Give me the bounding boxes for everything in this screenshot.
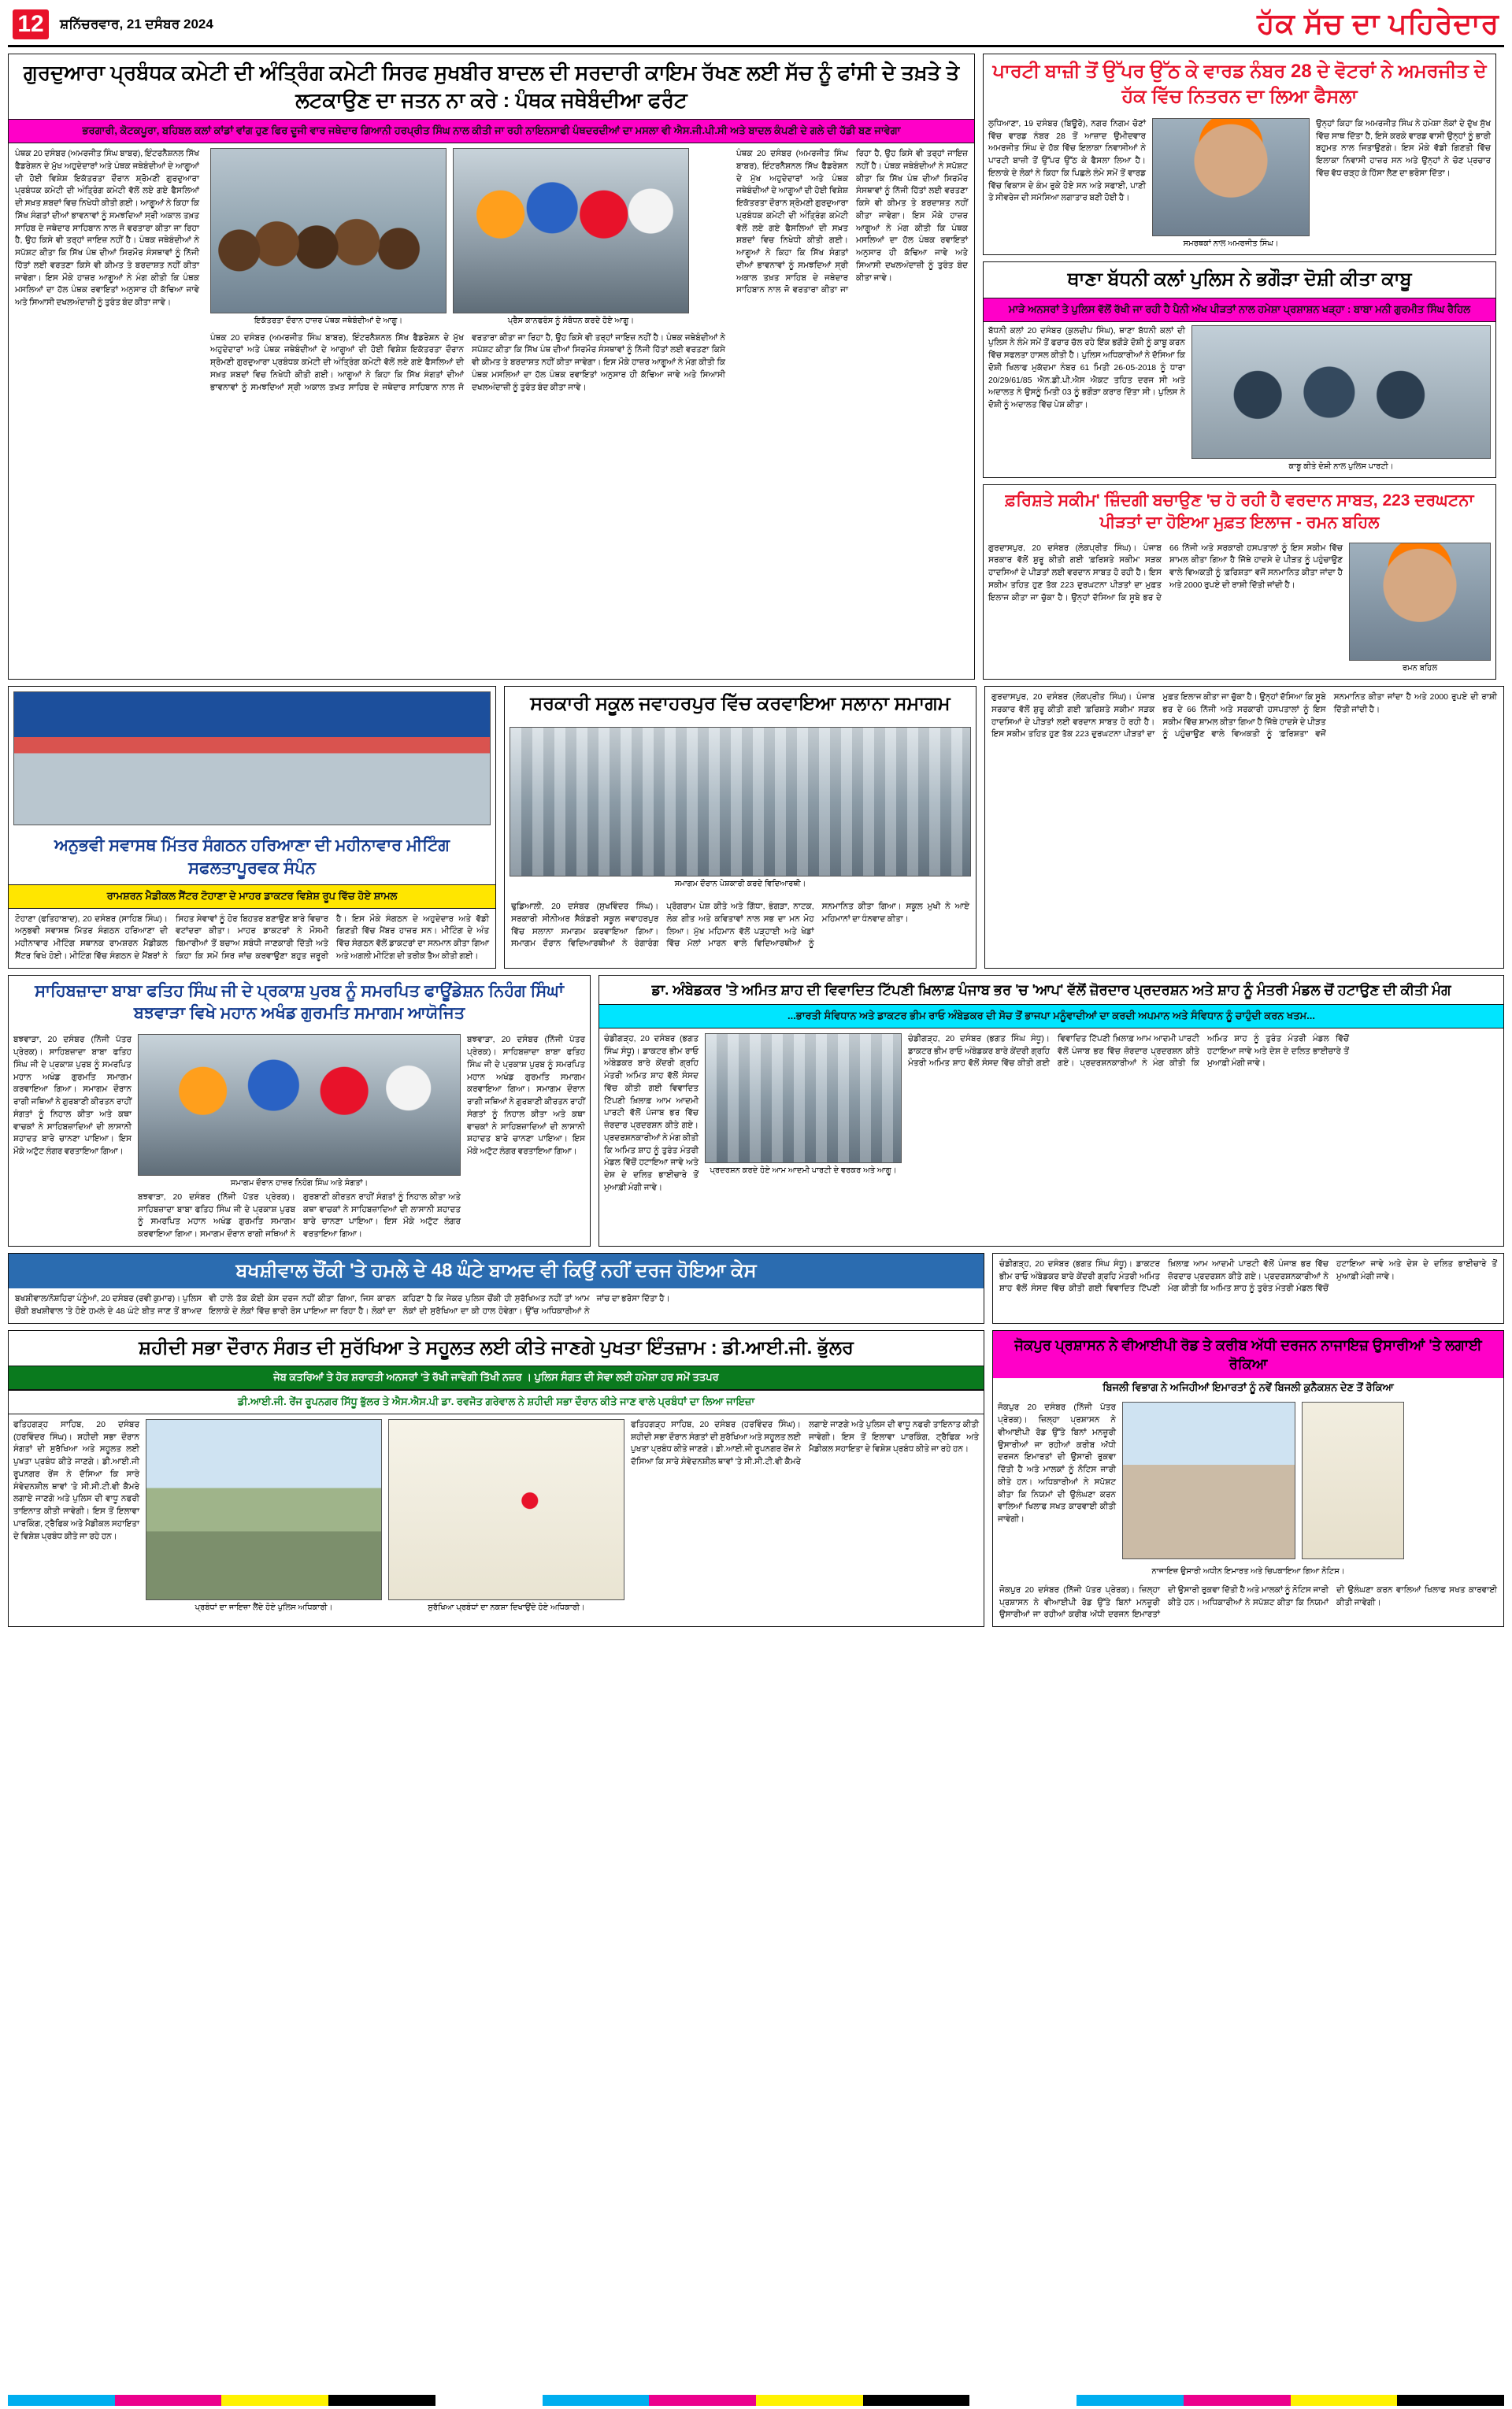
police-arrest-story (983, 261, 1496, 478)
police-body: ਬੱਧਨੀ ਕਲਾਂ 20 ਦਸੰਬਰ (ਕੁਲਦੀਪ ਸਿੰਘ), ਥਾਣਾ ਬੱਧਨੀ ਕਲਾਂ ਦੀ ਪੁਲਿਸ ਨੇ ਲੰਮੇ ਸਮੇਂ ਤੋਂ ਫਰਾਰ ਚੱਲ ਰਹੇ ਇੱਕ ਭਗੌੜੇ ਦੋਸ਼ੀ ਨੂੰ ਕਾਬੂ ਕਰਨ ਵਿੱਚ ਸਫਲਤਾ ਹਾਸਲ ਕੀਤੀ ਹੈ। ਪੁਲਿਸ ਅਧਿਕਾਰੀਆਂ ਨੇ ਦੱਸਿਆ ਕਿ ਦੋਸ਼ੀ ਖਿਲਾਫ ਮੁਕੱਦਮਾ ਨੰਬਰ 61 ਮਿਤੀ 26-05-2018 ਨੂੰ ਧਾਰਾ 20/29/61/85 ਐਨ.ਡੀ.ਪੀ.ਐਸ ਐਕਟ ਤਹਿਤ ਦਰਜ ਸੀ ਅਤੇ ਅਦਾਲਤ ਨੇ ਉਸਨੂੰ ਮਿਤੀ 03 ਨੂੰ ਭਗੌੜਾ ਕਰਾਰ ਦਿੱਤਾ ਸੀ। ਪੁਲਿਸ ਨੇ ਦੋਸ਼ੀ ਨੂੰ ਅਦਾਲਤ ਵਿੱਚ ਪੇਸ਼ ਕੀਤਾ। (988, 325, 1185, 410)
farishtey-headline: ਫ਼ਰਿਸ਼ਤੇ ਸਕੀਮ' ਜ਼ਿੰਦਗੀ ਬਚਾਉਣ 'ਚ ਹੋ ਰਹੀ ਹੈ ਵਰਦਾਨ ਸਾਬਤ, 223 ਦਰਘਟਨਾ ਪੀੜਤਾਂ ਦਾ ਹੋਇਆ ਮੁਫ਼ਤ ਇਲਾਜ - ਰਮਨ ਬਹਿਲ (1005, 491, 1474, 532)
ambedkar-body-overflow: ਚੰਡੀਗੜ੍ਹ, 20 ਦਸੰਬਰ (ਭਗਤ ਸਿੰਘ ਸੰਧੂ)। ਡਾਕਟਰ ਭੀਮ ਰਾਓ ਅੰਬੇਡਕਰ ਬਾਰੇ ਕੇਂਦਰੀ ਗ੍ਰਹਿ ਮੰਤਰੀ ਅਮਿਤ ਸ਼ਾਹ ਵੱਲੋਂ ਸੰਸਦ ਵਿੱਚ ਕੀਤੀ ਗਈ ਵਿਵਾਦਿਤ ਟਿੱਪਣੀ ਖ਼ਿਲਾਫ਼ ਆਮ ਆਦਮੀ ਪਾਰਟੀ ਵੱਲੋਂ ਪੰਜਾਬ ਭਰ ਵਿੱਚ ਜ਼ੋਰਦਾਰ ਪ੍ਰਦਰਸ਼ਨ ਕੀਤੇ ਗਏ। ਪ੍ਰਦਰਸ਼ਨਕਾਰੀਆਂ ਨੇ ਮੰਗ ਕੀਤੀ ਕਿ ਅਮਿਤ ਸ਼ਾਹ ਨੂੰ ਤੁਰੰਤ ਮੰਤਰੀ ਮੰਡਲ ਵਿੱਚੋਂ ਹਟਾਇਆ ਜਾਵੇ ਅਤੇ ਦੇਸ਼ ਦੇ ਦਲਿਤ ਭਾਈਚਾਰੇ ਤੋਂ ਮੁਆਫ਼ੀ ਮੰਗੀ ਜਾਵੇ। (999, 1258, 1497, 1294)
building-band: ਬਿਜਲੀ ਵਿਭਾਗ ਨੇ ਅਜਿਹੀਆਂ ਇਮਾਰਤਾਂ ਨੂੰ ਨਵੇਂ ਬਿਜਲੀ ਕੁਨੈਕਸ਼ਨ ਦੇਣ ਤੋਂ ਰੋਕਿਆ (1102, 1381, 1394, 1394)
aap-protest-photo (705, 1033, 902, 1163)
health-band: ਰਾਮਸ਼ਰਨ ਮੈਡੀਕਲ ਸੈਂਟਰ ਟੋਹਾਣਾ ਦੇ ਮਾਹਰ ਡਾਕਟਰ ਵਿਸ਼ੇਸ਼ ਰੂਪ ਵਿੱਚ ਹੋਏ ਸ਼ਾਮਲ (9, 884, 495, 909)
shaheedi-headline: ਸ਼ਹੀਦੀ ਸਭਾ ਦੌਰਾਨ ਸੰਗਤ ਦੀ ਸੁਰੱਖਿਆ ਤੇ ਸਹੂਲਤ ਲਈ ਕੀਤੇ ਜਾਣਗੇ ਪੁਖਤਾ ਇੰਤਜ਼ਾਮ : ਡੀ.ਆਈ.ਜੀ. ਭੁੱਲਰ (139, 1336, 854, 1358)
shaheedi-review-photo (146, 1419, 382, 1600)
lead-subhead-band: ਭਰਗਾਰੀ, ਕੋਟਕਪੂਰਾ, ਬਹਿਬਲ ਕਲਾਂ ਕਾਂਡਾਂ ਵਾਂਗ ਹੁਣ ਫਿਰ ਦੂਜੀ ਵਾਰ ਜਥੇਦਾਰ ਗਿਆਨੀ ਹਰਪ੍ਰੀਤ ਸਿੰਘ ਨਾਲ ਕੀਤੀ ਜਾ ਰਹੀ ਨਾਇਨਸਾਫੀ ਪੰਥਦਰਦੀਆਂ ਦਾ ਮਸਲਾ ਵੀ ਐਸ.ਜੀ.ਪੀ.ਸੀ ਅਤੇ ਬਾਦਲ ਕੰਪਣੀ ਦੇ ਗਲੇ ਦੀ ਹੱਡੀ ਬਣ ਜਾਵੇਗਾ (9, 119, 974, 143)
ambedkar-story (598, 975, 1504, 1247)
page-number: 12 (13, 9, 49, 39)
lead-headline: ਗੁਰਦੁਆਰਾ ਪ੍ਰਬੰਧਕ ਕਮੇਟੀ ਦੀ ਅੰਤ੍ਰਿੰਗ ਕਮੇਟੀ ਸਿਰਫ ਸੁਖਬੀਰ ਬਾਦਲ ਦੀ ਸਰਦਾਰੀ ਕਾਇਮ ਰੱਖਣ ਲਈ ਸੱਚ ਨੂੰ ਫਾਂਸੀ ਦੇ ਤਖ਼ਤੇ ਤੇ ਲਟਕਾਉਣ ਦਾ ਜਤਨ ਨਾ ਕਰੇ : ਪੰਥਕ ਜਥੇਬੰਦੀਆ ਫਰੰਟ (23, 61, 960, 113)
health-meeting-photo (13, 691, 491, 825)
shaheedi-band-white: ਡੀ.ਆਈ.ਜੀ. ਰੇਂਜ ਰੂਪਨਗਰ ਸਿੱਧੂ ਭੁੱਲਰ ਤੇ ਐਸ.ਐਸ.ਪੀ ਡਾ. ਰਵਜੋਤ ਗਰੇਵਾਲ ਨੇ ਸ਼ਹੀਦੀ ਸਭਾ ਦੌਰਾਨ ਕੀਤੇ ਜਾਣ ਵਾਲੇ ਪ੍ਰਬੰਧਾਂ ਦਾ ਲਿਆ ਜਾਇਜ਼ਾ (9, 1390, 984, 1414)
school-photo-caption: ਸਮਾਗਮ ਦੌਰਾਨ ਪੇਸ਼ਕਾਰੀ ਕਰਦੇ ਵਿਦਿਆਰਥੀ। (674, 879, 806, 888)
color-registration-bar (8, 2395, 1504, 2406)
panthic-leaders-photo (210, 148, 447, 313)
shaheedi-caption-right: ਸੁਰੱਖਿਆ ਪ੍ਰਬੰਧਾਂ ਦਾ ਨਕਸ਼ਾ ਦਿਖਾਉਂਦੇ ਹੋਏ ਅਧਿਕਾਰੀ। (428, 1603, 585, 1612)
amarjit-singh-photo (1152, 118, 1310, 236)
top-right-column (983, 54, 1496, 680)
shaheedi-caption-left: ਪ੍ਰਬੰਧਾਂ ਦਾ ਜਾਇਜ਼ਾ ਲੈਂਦੇ ਹੋਏ ਪੁਲਿਸ ਅਧਿਕਾਰੀ। (195, 1603, 333, 1612)
masthead (8, 6, 1504, 47)
notice-photo (1302, 1402, 1404, 1559)
farishtey-photo-caption: ਰਮਨ ਬਹਿਲ (1402, 663, 1438, 673)
ambedkar-photo-caption: ਪ੍ਰਦਰਸ਼ਨ ਕਰਦੇ ਹੋਏ ਆਮ ਆਦਮੀ ਪਾਰਟੀ ਦੇ ਵਰਕਰ ਅਤੇ ਆਗੂ। (710, 1166, 897, 1175)
lead-body-col2: ਪੰਥਕ 20 ਦਸੰਬਰ (ਅਮਰਜੀਤ ਸਿੰਘ ਬਾਬਰ), ਇੰਟਰਨੈਸ਼ਨਲ ਸਿੱਖ ਫੈਡਰੇਸ਼ਨ ਦੇ ਮੁੱਖ ਅਹੁਦੇਦਾਰਾਂ ਅਤੇ ਪੰਥਕ ਜਥੇਬੰਦੀਆਂ ਦੇ ਆਗੂਆਂ ਦੀ ਹੋਈ ਵਿਸ਼ੇਸ਼ ਇਕੱਤਰਤਾ ਦੌਰਾਨ ਸ਼੍ਰੋਮਣੀ ਗੁਰਦੁਆਰਾ ਪ੍ਰਬੰਧਕ ਕਮੇਟੀ ਦੀ ਅੰਤ੍ਰਿੰਗ ਕਮੇਟੀ ਵੱਲੋਂ ਲਏ ਗਏ ਫੈਸਲਿਆਂ ਦੀ ਸਖ਼ਤ ਸ਼ਬਦਾਂ ਵਿਚ ਨਿਖੇਧੀ ਕੀਤੀ ਗਈ। ਆਗੂਆਂ ਨੇ ਕਿਹਾ ਕਿ ਸਿੱਖ ਸੰਗਤਾਂ ਦੀਆਂ ਭਾਵਨਾਵਾਂ ਨੂੰ ਸਮਝਦਿਆਂ ਸ੍ਰੀ ਅਕਾਲ ਤਖ਼ਤ ਸਾਹਿਬ ਦੇ ਜਥੇਦਾਰ ਸਾਹਿਬਾਨ ਨਾਲ ਜੋ ਵਰਤਾਰਾ ਕੀਤਾ ਜਾ ਰਿਹਾ ਹੈ, ਉਹ ਕਿਸੇ ਵੀ ਤਰ੍ਹਾਂ ਜਾਇਜ਼ ਨਹੀਂ ਹੈ। ਪੰਥਕ ਜਥੇਬੰਦੀਆਂ ਨੇ ਸਪੱਸ਼ਟ ਕੀਤਾ ਕਿ ਸਿੱਖ ਪੰਥ ਦੀਆਂ ਸਿਰਮੌਰ ਸੰਸਥਾਵਾਂ ਨੂੰ ਨਿੱਜੀ ਹਿੱਤਾਂ ਲਈ ਵਰਤਣਾ ਕਿਸੇ ਵੀ ਕੀਮਤ ਤੇ ਬਰਦਾਸ਼ਤ ਨਹੀਂ ਕੀਤਾ ਜਾਵੇਗਾ। ਇਸ ਮੌਕੇ ਹਾਜ਼ਰ ਆਗੂਆਂ ਨੇ ਮੰਗ ਕੀਤੀ ਕਿ ਪੰਥਕ ਮਸਲਿਆਂ ਦਾ ਹੱਲ ਪੰਥਕ ਰਵਾਇਤਾਂ ਅਨੁਸਾਰ ਹੀ ਕੱਢਿਆ ਜਾਵੇ ਅਤੇ ਸਿਆਸੀ ਦਖਲਅੰਦਾਜ਼ੀ ਨੂੰ ਤੁਰੰਤ ਬੰਦ ਕੀਤਾ ਜਾਵੇ। (210, 332, 725, 392)
farishtey-body-cont: ਗੁਰਦਾਸਪੁਰ, 20 ਦਸੰਬਰ (ਲੋਕਪ੍ਰੀਤ ਸਿੰਘ)। ਪੰਜਾਬ ਸਰਕਾਰ ਵੱਲੋਂ ਸ਼ੁਰੂ ਕੀਤੀ ਗਈ 'ਫ਼ਰਿਸ਼ਤੇ ਸਕੀਮ' ਸੜਕ ਹਾਦਸਿਆਂ ਦੇ ਪੀੜਤਾਂ ਲਈ ਵਰਦਾਨ ਸਾਬਤ ਹੋ ਰਹੀ ਹੈ। ਇਸ ਸਕੀਮ ਤਹਿਤ ਹੁਣ ਤੱਕ 223 ਦੁਰਘਟਨਾ ਪੀੜਤਾਂ ਦਾ ਮੁਫ਼ਤ ਇਲਾਜ ਕੀਤਾ ਜਾ ਚੁੱਕਾ ਹੈ। ਉਨ੍ਹਾਂ ਦੱਸਿਆ ਕਿ ਸੂਬੇ ਭਰ ਦੇ 66 ਨਿੱਜੀ ਅਤੇ ਸਰਕਾਰੀ ਹਸਪਤਾਲਾਂ ਨੂੰ ਇਸ ਸਕੀਮ ਵਿੱਚ ਸ਼ਾਮਲ ਕੀਤਾ ਗਿਆ ਹੈ ਜਿੱਥੇ ਹਾਦਸੇ ਦੇ ਪੀੜਤ ਨੂੰ ਪਹੁੰਚਾਉਣ ਵਾਲੇ ਵਿਅਕਤੀ ਨੂੰ 'ਫ਼ਰਿਸ਼ਤਾ' ਵਜੋਂ ਸਨਮਾਨਿਤ ਕੀਤਾ ਜਾਂਦਾ ਹੈ ਅਤੇ 2000 ਰੁਪਏ ਦੀ ਰਾਸ਼ੀ ਦਿੱਤੀ ਜਾਂਦੀ ਹੈ। (991, 692, 1497, 739)
ambedkar-overflow (992, 1253, 1504, 1324)
bakhshiwal-section (8, 1253, 1504, 1324)
lead-photo-caption-2: ਪ੍ਰੈਸ ਕਾਨਫਰੰਸ ਨੂੰ ਸੰਬੋਧਨ ਕਰਦੇ ਹੋਏ ਆਗੂ। (507, 317, 635, 326)
gurmat-body-mid: ਬਝਵਾੜਾ, 20 ਦਸੰਬਰ (ਨਿੱਜੀ ਪੱਤਰ ਪ੍ਰੇਰਕ)। ਸਾਹਿਬਜ਼ਾਦਾ ਬਾਬਾ ਫਤਿਹ ਸਿੰਘ ਜੀ ਦੇ ਪ੍ਰਕਾਸ਼ ਪੁਰਬ ਨੂੰ ਸਮਰਪਿਤ ਮਹਾਨ ਅਖੰਡ ਗੁਰਮਤਿ ਸਮਾਗਮ ਕਰਵਾਇਆ ਗਿਆ। ਸਮਾਗਮ ਦੌਰਾਨ ਰਾਗੀ ਜਥਿਆਂ ਨੇ ਗੁਰਬਾਣੀ ਕੀਰਤਨ ਰਾਹੀਂ ਸੰਗਤਾਂ ਨੂੰ ਨਿਹਾਲ ਕੀਤਾ ਅਤੇ ਕਥਾ ਵਾਚਕਾਂ ਨੇ ਸਾਹਿਬਜ਼ਾਦਿਆਂ ਦੀ ਲਾਸਾਨੀ ਸ਼ਹਾਦਤ ਬਾਰੇ ਚਾਨਣਾ ਪਾਇਆ। ਇਸ ਮੌਕੇ ਅਟੁੱਟ ਲੰਗਰ ਵਰਤਾਇਆ ਗਿਆ। (138, 1192, 461, 1240)
school-function-photo (510, 727, 971, 877)
ambedkar-band: ...ਭਾਰਤੀ ਸੰਵਿਧਾਨ ਅਤੇ ਡਾਕਟਰ ਭੀਮ ਰਾਓ ਅੰਬੇਡਕਰ ਦੀ ਸੋਚ ਤੋਂ ਭਾਜਪਾ ਮਨੂੰਵਾਦੀਆਂ ਦਾ ਕਰਦੀ ਅਪਮਾਨ ਅਤੇ ਸੰਵਿਧਾਨ ਨੂੰ ਚਾਹੁੰਦੀ ਕਰਨ ਖਤਮ... (599, 1004, 1503, 1028)
turbaned-leaders-photo (453, 148, 689, 313)
building-story (992, 1330, 1504, 1627)
ward-body-left: ਲੁਧਿਆਣਾ, 19 ਦਸੰਬਰ (ਬਿਊਰੋ), ਨਗਰ ਨਿਗਮ ਚੋਣਾਂ ਵਿੱਚ ਵਾਰਡ ਨੰਬਰ 28 ਤੋਂ ਆਜ਼ਾਦ ਉਮੀਦਵਾਰ ਅਮਰਜੀਤ ਸਿੰਘ ਦੇ ਹੱਕ ਵਿੱਚ ਇਲਾਕਾ ਨਿਵਾਸੀਆਂ ਨੇ ਪਾਰਟੀ ਬਾਜ਼ੀ ਤੋਂ ਉੱਪਰ ਉੱਠ ਕੇ ਫੈਸਲਾ ਲਿਆ ਹੈ। ਇਲਾਕੇ ਦੇ ਲੋਕਾਂ ਨੇ ਕਿਹਾ ਕਿ ਪਿਛਲੇ ਲੰਮੇ ਸਮੇਂ ਤੋਂ ਵਾਰਡ ਵਿੱਚ ਵਿਕਾਸ ਦੇ ਕੰਮ ਰੁਕੇ ਹੋਏ ਸਨ ਅਤੇ ਸਫਾਈ, ਪਾਣੀ ਤੇ ਸੀਵਰੇਜ ਦੀ ਸਮੱਸਿਆ ਲਗਾਤਾਰ ਬਣੀ ਹੋਈ ਹੈ। (988, 118, 1146, 203)
police-photo-caption: ਕਾਬੂ ਕੀਤੇ ਦੋਸ਼ੀ ਨਾਲ ਪੁਲਿਸ ਪਾਰਟੀ। (1288, 461, 1394, 471)
farishtey-story (983, 484, 1496, 680)
police-arrest-photo (1191, 325, 1491, 459)
lead-body-col1: ਪੰਥਕ 20 ਦਸੰਬਰ (ਅਮਰਜੀਤ ਸਿੰਘ ਬਾਬਰ), ਇੰਟਰਨੈਸ਼ਨਲ ਸਿੱਖ ਫੈਡਰੇਸ਼ਨ ਦੇ ਮੁੱਖ ਅਹੁਦੇਦਾਰਾਂ ਅਤੇ ਪੰਥਕ ਜਥੇਬੰਦੀਆਂ ਦੇ ਆਗੂਆਂ ਦੀ ਹੋਈ ਵਿਸ਼ੇਸ਼ ਇਕੱਤਰਤਾ ਦੌਰਾਨ ਸ਼੍ਰੋਮਣੀ ਗੁਰਦੁਆਰਾ ਪ੍ਰਬੰਧਕ ਕਮੇਟੀ ਦੀ ਅੰਤ੍ਰਿੰਗ ਕਮੇਟੀ ਵੱਲੋਂ ਲਏ ਗਏ ਫੈਸਲਿਆਂ ਦੀ ਸਖ਼ਤ ਸ਼ਬਦਾਂ ਵਿਚ ਨਿਖੇਧੀ ਕੀਤੀ ਗਈ। ਆਗੂਆਂ ਨੇ ਕਿਹਾ ਕਿ ਸਿੱਖ ਸੰਗਤਾਂ ਦੀਆਂ ਭਾਵਨਾਵਾਂ ਨੂੰ ਸਮਝਦਿਆਂ ਸ੍ਰੀ ਅਕਾਲ ਤਖ਼ਤ ਸਾਹਿਬ ਦੇ ਜਥੇਦਾਰ ਸਾਹਿਬਾਨ ਨਾਲ ਜੋ ਵਰਤਾਰਾ ਕੀਤਾ ਜਾ ਰਿਹਾ ਹੈ, ਉਹ ਕਿਸੇ ਵੀ ਤਰ੍ਹਾਂ ਜਾਇਜ਼ ਨਹੀਂ ਹੈ। ਪੰਥਕ ਜਥੇਬੰਦੀਆਂ ਨੇ ਸਪੱਸ਼ਟ ਕੀਤਾ ਕਿ ਸਿੱਖ ਪੰਥ ਦੀਆਂ ਸਿਰਮੌਰ ਸੰਸਥਾਵਾਂ ਨੂੰ ਨਿੱਜੀ ਹਿੱਤਾਂ ਲਈ ਵਰਤਣਾ ਕਿਸੇ ਵੀ ਕੀਮਤ ਤੇ ਬਰਦਾਸ਼ਤ ਨਹੀਂ ਕੀਤਾ ਜਾਵੇਗਾ। ਇਸ ਮੌਕੇ ਹਾਜ਼ਰ ਆਗੂਆਂ ਨੇ ਮੰਗ ਕੀਤੀ ਕਿ ਪੰਥਕ ਮਸਲਿਆਂ ਦਾ ਹੱਲ ਪੰਥਕ ਰਵਾਇਤਾਂ ਅਨੁਸਾਰ ਹੀ ਕੱਢਿਆ ਜਾਵੇ ਅਤੇ ਸਿਆਸੀ ਦਖਲਅੰਦਾਜ਼ੀ ਨੂੰ ਤੁਰੰਤ ਬੰਦ ਕੀਤਾ ਜਾਵੇ। (15, 149, 199, 308)
security-map-photo (388, 1419, 624, 1600)
farishtey-continuation (984, 686, 1504, 969)
police-headline: ਥਾਣਾ ਬੱਧਨੀ ਕਲਾਂ ਪੁਲਿਸ ਨੇ ਭਗੌੜਾ ਦੋਸ਼ੀ ਕੀਤਾ ਕਾਬੂ (1067, 269, 1412, 291)
building-photo-caption: ਨਾਜਾਇਜ਼ ਉਸਾਰੀ ਅਧੀਨ ਇਮਾਰਤ ਅਤੇ ਚਿਪਕਾਇਆ ਗਿਆ ਨੋਟਿਸ। (1151, 1567, 1345, 1577)
police-band: ਮਾੜੇ ਅਨਸਰਾਂ ਤੇ ਪੁਲਿਸ ਵੱਲੋਂ ਰੱਖੀ ਜਾ ਰਹੀ ਹੈ ਪੈਨੀ ਅੱਖ ਪੀੜਤਾਂ ਨਾਲ ਹਮੇਸ਼ਾ ਪ੍ਰਸ਼ਾਸ਼ਨ ਖੜ੍ਹਾ : ਬਾਬਾ ਮਨੀ ਗੁਰਮੀਤ ਸਿੰਘ ਰੈਹਿਲ (984, 298, 1495, 322)
health-body: ਟੋਹਾਣਾ (ਫਤਿਹਾਬਾਦ), 20 ਦਸੰਬਰ (ਸਾਹਿਬ ਸਿੰਘ)। ਅਨੁਭਵੀ ਸਵਾਸਥ ਮਿੱਤਰ ਸੰਗਠਨ ਹਰਿਆਣਾ ਦੀ ਮਹੀਨਾਵਾਰ ਮੀਟਿੰਗ ਸਥਾਨਕ ਰਾਮਸ਼ਰਨ ਮੈਡੀਕਲ ਸੈਂਟਰ ਵਿਖੇ ਹੋਈ। ਮੀਟਿੰਗ ਵਿੱਚ ਸੰਗਠਨ ਦੇ ਮੈਂਬਰਾਂ ਨੇ ਸਿਹਤ ਸੇਵਾਵਾਂ ਨੂੰ ਹੋਰ ਬਿਹਤਰ ਬਣਾਉਣ ਬਾਰੇ ਵਿਚਾਰ ਵਟਾਂਦਰਾ ਕੀਤਾ। ਮਾਹਰ ਡਾਕਟਰਾਂ ਨੇ ਮੌਸਮੀ ਬਿਮਾਰੀਆਂ ਤੋਂ ਬਚਾਅ ਸਬੰਧੀ ਜਾਣਕਾਰੀ ਦਿੱਤੀ ਅਤੇ ਕਿਹਾ ਕਿ ਸਮੇਂ ਸਿਰ ਜਾਂਚ ਕਰਵਾਉਣਾ ਬਹੁਤ ਜ਼ਰੂਰੀ ਹੈ। ਇਸ ਮੌਕੇ ਸੰਗਠਨ ਦੇ ਅਹੁਦੇਦਾਰ ਅਤੇ ਵੱਡੀ ਗਿਣਤੀ ਵਿੱਚ ਮੈਂਬਰ ਹਾਜ਼ਰ ਸਨ। ਮੀਟਿੰਗ ਦੇ ਅੰਤ ਵਿੱਚ ਸੰਗਠਨ ਵੱਲੋਂ ਡਾਕਟਰਾਂ ਦਾ ਸਨਮਾਨ ਕੀਤਾ ਗਿਆ ਅਤੇ ਅਗਲੀ ਮੀਟਿੰਗ ਦੀ ਤਰੀਕ ਤੈਅ ਕੀਤੀ ਗਈ। (15, 914, 489, 961)
school-story (504, 686, 976, 969)
bakhshiwal-story (8, 1253, 984, 1324)
shaheedi-band-green: ਜੇਬ ਕਤਰਿਆਂ ਤੇ ਹੋਰ ਸ਼ਰਾਰਤੀ ਅਨਸਰਾਂ 'ਤੇ ਰੱਖੀ ਜਾਵੇਗੀ ਤਿੱਖੀ ਨਜ਼ਰ । ਪੁਲਿਸ ਸੰਗਤ ਦੀ ਸੇਵਾ ਲਈ ਹਮੇਸ਼ਾ ਹਰ ਸਮੇਂ ਤਤਪਰ (9, 1366, 984, 1390)
school-body: ਢੁਡਿਆਲੀ, 20 ਦਸੰਬਰ (ਸੁਖਵਿੰਦਰ ਸਿੰਘ)। ਸਰਕਾਰੀ ਸੀਨੀਅਰ ਸੈਕੰਡਰੀ ਸਕੂਲ ਜਵਾਹਰਪੁਰ ਵਿੱਚ ਸਲਾਨਾ ਸਮਾਗਮ ਕਰਵਾਇਆ ਗਿਆ। ਸਮਾਗਮ ਦੌਰਾਨ ਵਿਦਿਆਰਥੀਆਂ ਨੇ ਰੰਗਾਰੰਗ ਪ੍ਰੋਗਰਾਮ ਪੇਸ਼ ਕੀਤੇ ਅਤੇ ਗਿੱਧਾ, ਭੰਗੜਾ, ਨਾਟਕ, ਲੋਕ ਗੀਤ ਅਤੇ ਕਵਿਤਾਵਾਂ ਨਾਲ ਸਭ ਦਾ ਮਨ ਮੋਹ ਲਿਆ। ਮੁੱਖ ਮਹਿਮਾਨ ਵੱਲੋਂ ਪੜ੍ਹਾਈ ਅਤੇ ਖੇਡਾਂ ਵਿੱਚ ਮੱਲਾਂ ਮਾਰਨ ਵਾਲੇ ਵਿਦਿਆਰਥੀਆਂ ਨੂੰ ਸਨਮਾਨਿਤ ਕੀਤਾ ਗਿਆ। ਸਕੂਲ ਮੁਖੀ ਨੇ ਆਏ ਮਹਿਮਾਨਾਂ ਦਾ ਧੰਨਵਾਦ ਕੀਤਾ। (511, 902, 969, 949)
middle-section (8, 686, 1504, 969)
health-org-story (8, 686, 496, 969)
bakhshiwal-headline: ਬਖਸ਼ੀਵਾਲ ਚੌਂਕੀ 'ਤੇ ਹਮਲੇ ਦੇ 48 ਘੰਟੇ ਬਾਅਦ ਵੀ ਕਿਉਂ ਨਹੀਂ ਦਰਜ ਹੋਇਆ ਕੇਸ (9, 1254, 984, 1288)
gurmat-body-right: ਬਝਵਾੜਾ, 20 ਦਸੰਬਰ (ਨਿੱਜੀ ਪੱਤਰ ਪ੍ਰੇਰਕ)। ਸਾਹਿਬਜ਼ਾਦਾ ਬਾਬਾ ਫਤਿਹ ਸਿੰਘ ਜੀ ਦੇ ਪ੍ਰਕਾਸ਼ ਪੁਰਬ ਨੂੰ ਸਮਰਪਿਤ ਮਹਾਨ ਅਖੰਡ ਗੁਰਮਤਿ ਸਮਾਗਮ ਕਰਵਾਇਆ ਗਿਆ। ਸਮਾਗਮ ਦੌਰਾਨ ਰਾਗੀ ਜਥਿਆਂ ਨੇ ਗੁਰਬਾਣੀ ਕੀਰਤਨ ਰਾਹੀਂ ਸੰਗਤਾਂ ਨੂੰ ਨਿਹਾਲ ਕੀਤਾ ਅਤੇ ਕਥਾ ਵਾਚਕਾਂ ਨੇ ਸਾਹਿਬਜ਼ਾਦਿਆਂ ਦੀ ਲਾਸਾਨੀ ਸ਼ਹਾਦਤ ਬਾਰੇ ਚਾਨਣਾ ਪਾਇਆ। ਇਸ ਮੌਕੇ ਅਟੁੱਟ ਲੰਗਰ ਵਰਤਾਇਆ ਗਿਆ। (467, 1035, 585, 1157)
gurmat-story (8, 975, 591, 1247)
ambedkar-body-right: ਚੰਡੀਗੜ੍ਹ, 20 ਦਸੰਬਰ (ਭਗਤ ਸਿੰਘ ਸੰਧੂ)। ਡਾਕਟਰ ਭੀਮ ਰਾਓ ਅੰਬੇਡਕਰ ਬਾਰੇ ਕੇਂਦਰੀ ਗ੍ਰਹਿ ਮੰਤਰੀ ਅਮਿਤ ਸ਼ਾਹ ਵੱਲੋਂ ਸੰਸਦ ਵਿੱਚ ਕੀਤੀ ਗਈ ਵਿਵਾਦਿਤ ਟਿੱਪਣੀ ਖ਼ਿਲਾਫ਼ ਆਮ ਆਦਮੀ ਪਾਰਟੀ ਵੱਲੋਂ ਪੰਜਾਬ ਭਰ ਵਿੱਚ ਜ਼ੋਰਦਾਰ ਪ੍ਰਦਰਸ਼ਨ ਕੀਤੇ ਗਏ। ਪ੍ਰਦਰਸ਼ਨਕਾਰੀਆਂ ਨੇ ਮੰਗ ਕੀਤੀ ਕਿ ਅਮਿਤ ਸ਼ਾਹ ਨੂੰ ਤੁਰੰਤ ਮੰਤਰੀ ਮੰਡਲ ਵਿੱਚੋਂ ਹਟਾਇਆ ਜਾਵੇ ਅਤੇ ਦੇਸ਼ ਦੇ ਦਲਿਤ ਭਾਈਚਾਰੇ ਤੋਂ ਮੁਆਫ਼ੀ ਮੰਗੀ ਜਾਵੇ। (908, 1033, 1349, 1069)
school-headline: ਸਰਕਾਰੀ ਸਕੂਲ ਜਵਾਹਰਪੁਰ ਵਿੱਚ ਕਰਵਾਇਆ ਸਲਾਨਾ ਸਮਾਗਮ (530, 693, 951, 715)
ward-body-right: ਉਨ੍ਹਾਂ ਕਿਹਾ ਕਿ ਅਮਰਜੀਤ ਸਿੰਘ ਨੇ ਹਮੇਸ਼ਾ ਲੋਕਾਂ ਦੇ ਦੁੱਖ ਸੁੱਖ ਵਿੱਚ ਸਾਥ ਦਿੱਤਾ ਹੈ, ਇਸੇ ਕਰਕੇ ਵਾਰਡ ਵਾਸੀ ਉਨ੍ਹਾਂ ਨੂੰ ਭਾਰੀ ਬਹੁਮਤ ਨਾਲ ਜਿਤਾਉਣਗੇ। ਇਸ ਮੌਕੇ ਵੱਡੀ ਗਿਣਤੀ ਵਿੱਚ ਇਲਾਕਾ ਨਿਵਾਸੀ ਹਾਜ਼ਰ ਸਨ ਅਤੇ ਉਨ੍ਹਾਂ ਨੇ ਚੋਣ ਪ੍ਰਚਾਰ ਵਿੱਚ ਵੱਧ ਚੜ੍ਹ ਕੇ ਹਿੱਸਾ ਲੈਣ ਦਾ ਭਰੋਸਾ ਦਿੱਤਾ। (1316, 118, 1491, 178)
ambedkar-headline: ਡਾ. ਅੰਬੇਡਕਰ 'ਤੇ ਅਮਿਤ ਸ਼ਾਹ ਦੀ ਵਿਵਾਦਿਤ ਟਿੱਪਣੀ ਖ਼ਿਲਾਫ਼ ਪੰਜਾਬ ਭਰ 'ਚ 'ਆਪ' ਵੱਲੋਂ ਜ਼ੋਰਦਾਰ ਪ੍ਰਦਰਸ਼ਨ ਅਤੇ ਸ਼ਾਹ ਨੂੰ ਮੰਤਰੀ ਮੰਡਲ ਚੋਂ ਹਟਾਉਣ ਦੀ ਕੀਤੀ ਮੰਗ (651, 981, 1451, 998)
lead-body-col3: ਪੰਥਕ 20 ਦਸੰਬਰ (ਅਮਰਜੀਤ ਸਿੰਘ ਬਾਬਰ), ਇੰਟਰਨੈਸ਼ਨਲ ਸਿੱਖ ਫੈਡਰੇਸ਼ਨ ਦੇ ਮੁੱਖ ਅਹੁਦੇਦਾਰਾਂ ਅਤੇ ਪੰਥਕ ਜਥੇਬੰਦੀਆਂ ਦੇ ਆਗੂਆਂ ਦੀ ਹੋਈ ਵਿਸ਼ੇਸ਼ ਇਕੱਤਰਤਾ ਦੌਰਾਨ ਸ਼੍ਰੋਮਣੀ ਗੁਰਦੁਆਰਾ ਪ੍ਰਬੰਧਕ ਕਮੇਟੀ ਦੀ ਅੰਤ੍ਰਿੰਗ ਕਮੇਟੀ ਵੱਲੋਂ ਲਏ ਗਏ ਫੈਸਲਿਆਂ ਦੀ ਸਖ਼ਤ ਸ਼ਬਦਾਂ ਵਿਚ ਨਿਖੇਧੀ ਕੀਤੀ ਗਈ। ਆਗੂਆਂ ਨੇ ਕਿਹਾ ਕਿ ਸਿੱਖ ਸੰਗਤਾਂ ਦੀਆਂ ਭਾਵਨਾਵਾਂ ਨੂੰ ਸਮਝਦਿਆਂ ਸ੍ਰੀ ਅਕਾਲ ਤਖ਼ਤ ਸਾਹਿਬ ਦੇ ਜਥੇਦਾਰ ਸਾਹਿਬਾਨ ਨਾਲ ਜੋ ਵਰਤਾਰਾ ਕੀਤਾ ਜਾ ਰਿਹਾ ਹੈ, ਉਹ ਕਿਸੇ ਵੀ ਤਰ੍ਹਾਂ ਜਾਇਜ਼ ਨਹੀਂ ਹੈ। ਪੰਥਕ ਜਥੇਬੰਦੀਆਂ ਨੇ ਸਪੱਸ਼ਟ ਕੀਤਾ ਕਿ ਸਿੱਖ ਪੰਥ ਦੀਆਂ ਸਿਰਮੌਰ ਸੰਸਥਾਵਾਂ ਨੂੰ ਨਿੱਜੀ ਹਿੱਤਾਂ ਲਈ ਵਰਤਣਾ ਕਿਸੇ ਵੀ ਕੀਮਤ ਤੇ ਬਰਦਾਸ਼ਤ ਨਹੀਂ ਕੀਤਾ ਜਾਵੇਗਾ। ਇਸ ਮੌਕੇ ਹਾਜ਼ਰ ਆਗੂਆਂ ਨੇ ਮੰਗ ਕੀਤੀ ਕਿ ਪੰਥਕ ਮਸਲਿਆਂ ਦਾ ਹੱਲ ਪੰਥਕ ਰਵਾਇਤਾਂ ਅਨੁਸਾਰ ਹੀ ਕੱਢਿਆ ਜਾਵੇ ਅਤੇ ਸਿਆਸੀ ਦਖਲਅੰਦਾਜ਼ੀ ਨੂੰ ਤੁਰੰਤ ਬੰਦ ਕੀਤਾ ਜਾਵੇ। (736, 149, 968, 295)
building-body: ਜੋਕਪੁਰ 20 ਦਸੰਬਰ (ਨਿੱਜੀ ਪੱਤਰ ਪ੍ਰੇਰਕ)। ਜ਼ਿਲ੍ਹਾ ਪ੍ਰਸ਼ਾਸਨ ਨੇ ਵੀਆਈਪੀ ਰੋਡ ਉੱਤੇ ਬਿਨਾਂ ਮਨਜ਼ੂਰੀ ਉਸਾਰੀਆਂ ਜਾ ਰਹੀਆਂ ਕਰੀਬ ਅੱਧੀ ਦਰਜਨ ਇਮਾਰਤਾਂ ਦੀ ਉਸਾਰੀ ਰੁਕਵਾ ਦਿੱਤੀ ਹੈ ਅਤੇ ਮਾਲਕਾਂ ਨੂੰ ਨੋਟਿਸ ਜਾਰੀ ਕੀਤੇ ਹਨ। ਅਧਿਕਾਰੀਆਂ ਨੇ ਸਪੱਸ਼ਟ ਕੀਤਾ ਕਿ ਨਿਯਮਾਂ ਦੀ ਉਲੰਘਣਾ ਕਰਨ ਵਾਲਿਆਂ ਖਿਲਾਫ ਸਖਤ ਕਾਰਵਾਈ ਕੀਤੀ ਜਾਵੇਗੀ। (999, 1584, 1497, 1620)
lead-photo-caption-1: ਇਕੱਤਰਤਾ ਦੌਰਾਨ ਹਾਜ਼ਰ ਪੰਥਕ ਜਥੇਬੰਦੀਆਂ ਦੇ ਆਗੂ। (254, 317, 403, 326)
lead-story (8, 54, 975, 680)
gurmat-photo-caption: ਸਮਾਗਮ ਦੌਰਾਨ ਹਾਜ਼ਰ ਨਿਹੰਗ ਸਿੰਘ ਅਤੇ ਸੰਗਤਾਂ। (230, 1179, 369, 1188)
bakhshiwal-body: ਬਖਸ਼ੀਵਾਲ/ਨੋਸ਼ਹਿਰਾ ਪੰਨੂੰਆਂ, 20 ਦਸੰਬਰ (ਰਵੀ ਕੁਮਾਰ)। ਪੁਲਿਸ ਚੌਂਕੀ ਬਖਸ਼ੀਵਾਲ 'ਤੇ ਹੋਏ ਹਮਲੇ ਦੇ 48 ਘੰਟੇ ਬੀਤ ਜਾਣ ਤੋਂ ਬਾਅਦ ਵੀ ਹਾਲੇ ਤੱਕ ਕੋਈ ਕੇਸ ਦਰਜ ਨਹੀਂ ਕੀਤਾ ਗਿਆ, ਜਿਸ ਕਾਰਨ ਇਲਾਕੇ ਦੇ ਲੋਕਾਂ ਵਿੱਚ ਭਾਰੀ ਰੋਸ ਪਾਇਆ ਜਾ ਰਿਹਾ ਹੈ। ਲੋਕਾਂ ਦਾ ਕਹਿਣਾ ਹੈ ਕਿ ਜੇਕਰ ਪੁਲਿਸ ਚੌਂਕੀ ਹੀ ਸੁਰੱਖਿਅਤ ਨਹੀਂ ਤਾਂ ਆਮ ਲੋਕਾਂ ਦੀ ਸੁਰੱਖਿਆ ਦਾ ਕੀ ਹਾਲ ਹੋਵੇਗਾ। ਉੱਚ ਅਧਿਕਾਰੀਆਂ ਨੇ ਜਾਂਚ ਦਾ ਭਰੋਸਾ ਦਿੱਤਾ ਹੈ। (15, 1294, 670, 1317)
ward-photo-caption: ਸਮਰਥਕਾਂ ਨਾਲ ਅਮਰਜੀਤ ਸਿੰਘ। (1183, 239, 1279, 248)
health-headline: ਅਨੁਭਵੀ ਸਵਾਸਥ ਮਿੱਤਰ ਸੰਗਠਨ ਹਰਿਆਣਾ ਦੀ ਮਹੀਨਾਵਾਰ ਮੀਟਿੰਗ ਸਫਲਤਾਪੂਰਵਕ ਸੰਪੰਨ (54, 836, 450, 877)
publication-date: ਸ਼ਨਿੱਚਰਵਾਰ, 21 ਦਸੰਬਰ 2024 (60, 16, 213, 32)
bottom-section (8, 1330, 1504, 1627)
raman-behl-photo (1349, 543, 1491, 661)
illegal-building-photo (1122, 1402, 1295, 1559)
ward-story (983, 54, 1496, 255)
shaheedi-story (8, 1330, 984, 1627)
building-headline: ਜੋਕਪੁਰ ਪ੍ਰਸ਼ਾਸਨ ਨੇ ਵੀਆਈਪੀ ਰੋਡ ਤੇ ਕਰੀਬ ਅੱਧੀ ਦਰਜਨ ਨਾਜਾਇਜ਼ ਉਸਾਰੀਆਂ 'ਤੇ ਲਗਾਈ ਰੋਕਿਆ (993, 1331, 1503, 1379)
newspaper-title: ਹੱਕ ਸੱਚ ਦਾ ਪਹਿਰੇਦਾਰ (1257, 7, 1499, 39)
building-body-left: ਜੋਕਪੁਰ 20 ਦਸੰਬਰ (ਨਿੱਜੀ ਪੱਤਰ ਪ੍ਰੇਰਕ)। ਜ਼ਿਲ੍ਹਾ ਪ੍ਰਸ਼ਾਸਨ ਨੇ ਵੀਆਈਪੀ ਰੋਡ ਉੱਤੇ ਬਿਨਾਂ ਮਨਜ਼ੂਰੀ ਉਸਾਰੀਆਂ ਜਾ ਰਹੀਆਂ ਕਰੀਬ ਅੱਧੀ ਦਰਜਨ ਇਮਾਰਤਾਂ ਦੀ ਉਸਾਰੀ ਰੁਕਵਾ ਦਿੱਤੀ ਹੈ ਅਤੇ ਮਾਲਕਾਂ ਨੂੰ ਨੋਟਿਸ ਜਾਰੀ ਕੀਤੇ ਹਨ। ਅਧਿਕਾਰੀਆਂ ਨੇ ਸਪੱਸ਼ਟ ਕੀਤਾ ਕਿ ਨਿਯਮਾਂ ਦੀ ਉਲੰਘਣਾ ਕਰਨ ਵਾਲਿਆਂ ਖਿਲਾਫ ਸਖਤ ਕਾਰਵਾਈ ਕੀਤੀ ਜਾਵੇਗੀ। (998, 1403, 1116, 1525)
gurmat-ambedkar-section (8, 975, 1504, 1247)
gurmat-body-left: ਬਝਵਾੜਾ, 20 ਦਸੰਬਰ (ਨਿੱਜੀ ਪੱਤਰ ਪ੍ਰੇਰਕ)। ਸਾਹਿਬਜ਼ਾਦਾ ਬਾਬਾ ਫਤਿਹ ਸਿੰਘ ਜੀ ਦੇ ਪ੍ਰਕਾਸ਼ ਪੁਰਬ ਨੂੰ ਸਮਰਪਿਤ ਮਹਾਨ ਅਖੰਡ ਗੁਰਮਤਿ ਸਮਾਗਮ ਕਰਵਾਇਆ ਗਿਆ। ਸਮਾਗਮ ਦੌਰਾਨ ਰਾਗੀ ਜਥਿਆਂ ਨੇ ਗੁਰਬਾਣੀ ਕੀਰਤਨ ਰਾਹੀਂ ਸੰਗਤਾਂ ਨੂੰ ਨਿਹਾਲ ਕੀਤਾ ਅਤੇ ਕਥਾ ਵਾਚਕਾਂ ਨੇ ਸਾਹਿਬਜ਼ਾਦਿਆਂ ਦੀ ਲਾਸਾਨੀ ਸ਼ਹਾਦਤ ਬਾਰੇ ਚਾਨਣਾ ਪਾਇਆ। ਇਸ ਮੌਕੇ ਅਟੁੱਟ ਲੰਗਰ ਵਰਤਾਇਆ ਗਿਆ। (13, 1035, 132, 1157)
ward-headline: ਪਾਰਟੀ ਬਾਜ਼ੀ ਤੋਂ ਉੱਪਰ ਉੱਠ ਕੇ ਵਾਰਡ ਨੰਬਰ 28 ਦੇ ਵੋਟਰਾਂ ਨੇ ਅਮਰਜੀਤ ਦੇ ਹੱਕ ਵਿੱਚ ਨਿਤਰਨ ਦਾ ਲਿਆ ਫੈਸਲਾ (992, 61, 1487, 108)
gurmat-samagam-photo (138, 1034, 461, 1176)
farishtey-body: ਗੁਰਦਾਸਪੁਰ, 20 ਦਸੰਬਰ (ਲੋਕਪ੍ਰੀਤ ਸਿੰਘ)। ਪੰਜਾਬ ਸਰਕਾਰ ਵੱਲੋਂ ਸ਼ੁਰੂ ਕੀਤੀ ਗਈ 'ਫ਼ਰਿਸ਼ਤੇ ਸਕੀਮ' ਸੜਕ ਹਾਦਸਿਆਂ ਦੇ ਪੀੜਤਾਂ ਲਈ ਵਰਦਾਨ ਸਾਬਤ ਹੋ ਰਹੀ ਹੈ। ਇਸ ਸਕੀਮ ਤਹਿਤ ਹੁਣ ਤੱਕ 223 ਦੁਰਘਟਨਾ ਪੀੜਤਾਂ ਦਾ ਮੁਫ਼ਤ ਇਲਾਜ ਕੀਤਾ ਜਾ ਚੁੱਕਾ ਹੈ। ਉਨ੍ਹਾਂ ਦੱਸਿਆ ਕਿ ਸੂਬੇ ਭਰ ਦੇ 66 ਨਿੱਜੀ ਅਤੇ ਸਰਕਾਰੀ ਹਸਪਤਾਲਾਂ ਨੂੰ ਇਸ ਸਕੀਮ ਵਿੱਚ ਸ਼ਾਮਲ ਕੀਤਾ ਗਿਆ ਹੈ ਜਿੱਥੇ ਹਾਦਸੇ ਦੇ ਪੀੜਤ ਨੂੰ ਪਹੁੰਚਾਉਣ ਵਾਲੇ ਵਿਅਕਤੀ ਨੂੰ 'ਫ਼ਰਿਸ਼ਤਾ' ਵਜੋਂ ਸਨਮਾਨਿਤ ਕੀਤਾ ਜਾਂਦਾ ਹੈ ਅਤੇ 2000 ਰੁਪਏ ਦੀ ਰਾਸ਼ੀ ਦਿੱਤੀ ਜਾਂਦੀ ਹੈ। (988, 543, 1343, 602)
ambedkar-body-left: ਚੰਡੀਗੜ੍ਹ, 20 ਦਸੰਬਰ (ਭਗਤ ਸਿੰਘ ਸੰਧੂ)। ਡਾਕਟਰ ਭੀਮ ਰਾਓ ਅੰਬੇਡਕਰ ਬਾਰੇ ਕੇਂਦਰੀ ਗ੍ਰਹਿ ਮੰਤਰੀ ਅਮਿਤ ਸ਼ਾਹ ਵੱਲੋਂ ਸੰਸਦ ਵਿੱਚ ਕੀਤੀ ਗਈ ਵਿਵਾਦਿਤ ਟਿੱਪਣੀ ਖ਼ਿਲਾਫ਼ ਆਮ ਆਦਮੀ ਪਾਰਟੀ ਵੱਲੋਂ ਪੰਜਾਬ ਭਰ ਵਿੱਚ ਜ਼ੋਰਦਾਰ ਪ੍ਰਦਰਸ਼ਨ ਕੀਤੇ ਗਏ। ਪ੍ਰਦਰਸ਼ਨਕਾਰੀਆਂ ਨੇ ਮੰਗ ਕੀਤੀ ਕਿ ਅਮਿਤ ਸ਼ਾਹ ਨੂੰ ਤੁਰੰਤ ਮੰਤਰੀ ਮੰਡਲ ਵਿੱਚੋਂ ਹਟਾਇਆ ਜਾਵੇ ਅਤੇ ਦੇਸ਼ ਦੇ ਦਲਿਤ ਭਾਈਚਾਰੇ ਤੋਂ ਮੁਆਫ਼ੀ ਮੰਗੀ ਜਾਵੇ। (604, 1033, 699, 1192)
gurmat-headline: ਸਾਹਿਬਜ਼ਾਦਾ ਬਾਬਾ ਫਤਿਹ ਸਿੰਘ ਜੀ ਦੇ ਪ੍ਰਕਾਸ਼ ਪੁਰਬ ਨੂੰ ਸਮਰਪਿਤ ਫਾਊਂਡੇਸ਼ਨ ਨਿਹੰਗ ਸਿੰਘਾਂ ਬਝਵਾੜਾ ਵਿਖੇ ਮਹਾਨ ਅਖੰਡ ਗੁਰਮਤਿ ਸਮਾਗਮ ਆਯੋਜਿਤ (35, 981, 564, 1023)
top-section (8, 54, 1504, 680)
masthead-left (13, 9, 213, 39)
shaheedi-body-left: ਫਤਿਹਗੜ੍ਹ ਸਾਹਿਬ, 20 ਦਸੰਬਰ (ਹਰਵਿੰਦਰ ਸਿੰਘ)। ਸ਼ਹੀਦੀ ਸਭਾ ਦੌਰਾਨ ਸੰਗਤਾਂ ਦੀ ਸੁਰੱਖਿਆ ਅਤੇ ਸਹੂਲਤ ਲਈ ਪੁਖਤਾ ਪ੍ਰਬੰਧ ਕੀਤੇ ਜਾਣਗੇ। ਡੀ.ਆਈ.ਜੀ ਰੂਪਨਗਰ ਰੇਂਜ ਨੇ ਦੱਸਿਆ ਕਿ ਸਾਰੇ ਸੰਵੇਦਨਸ਼ੀਲ ਥਾਵਾਂ 'ਤੇ ਸੀ.ਸੀ.ਟੀ.ਵੀ ਕੈਮਰੇ ਲਗਾਏ ਜਾਣਗੇ ਅਤੇ ਪੁਲਿਸ ਦੀ ਵਾਧੂ ਨਫਰੀ ਤਾਇਨਾਤ ਕੀਤੀ ਜਾਵੇਗੀ। ਇਸ ਤੋਂ ਇਲਾਵਾ ਪਾਰਕਿੰਗ, ਟ੍ਰੈਫਿਕ ਅਤੇ ਮੈਡੀਕਲ ਸਹਾਇਤਾ ਦੇ ਵਿਸ਼ੇਸ਼ ਪ੍ਰਬੰਧ ਕੀਤੇ ਜਾ ਰਹੇ ਹਨ। (13, 1419, 139, 1541)
shaheedi-body-right: ਫਤਿਹਗੜ੍ਹ ਸਾਹਿਬ, 20 ਦਸੰਬਰ (ਹਰਵਿੰਦਰ ਸਿੰਘ)। ਸ਼ਹੀਦੀ ਸਭਾ ਦੌਰਾਨ ਸੰਗਤਾਂ ਦੀ ਸੁਰੱਖਿਆ ਅਤੇ ਸਹੂਲਤ ਲਈ ਪੁਖਤਾ ਪ੍ਰਬੰਧ ਕੀਤੇ ਜਾਣਗੇ। ਡੀ.ਆਈ.ਜੀ ਰੂਪਨਗਰ ਰੇਂਜ ਨੇ ਦੱਸਿਆ ਕਿ ਸਾਰੇ ਸੰਵੇਦਨਸ਼ੀਲ ਥਾਵਾਂ 'ਤੇ ਸੀ.ਸੀ.ਟੀ.ਵੀ ਕੈਮਰੇ ਲਗਾਏ ਜਾਣਗੇ ਅਤੇ ਪੁਲਿਸ ਦੀ ਵਾਧੂ ਨਫਰੀ ਤਾਇਨਾਤ ਕੀਤੀ ਜਾਵੇਗੀ। ਇਸ ਤੋਂ ਇਲਾਵਾ ਪਾਰਕਿੰਗ, ਟ੍ਰੈਫਿਕ ਅਤੇ ਮੈਡੀਕਲ ਸਹਾਇਤਾ ਦੇ ਵਿਸ਼ੇਸ਼ ਪ੍ਰਬੰਧ ਕੀਤੇ ਜਾ ਰਹੇ ਹਨ। (631, 1419, 979, 1467)
